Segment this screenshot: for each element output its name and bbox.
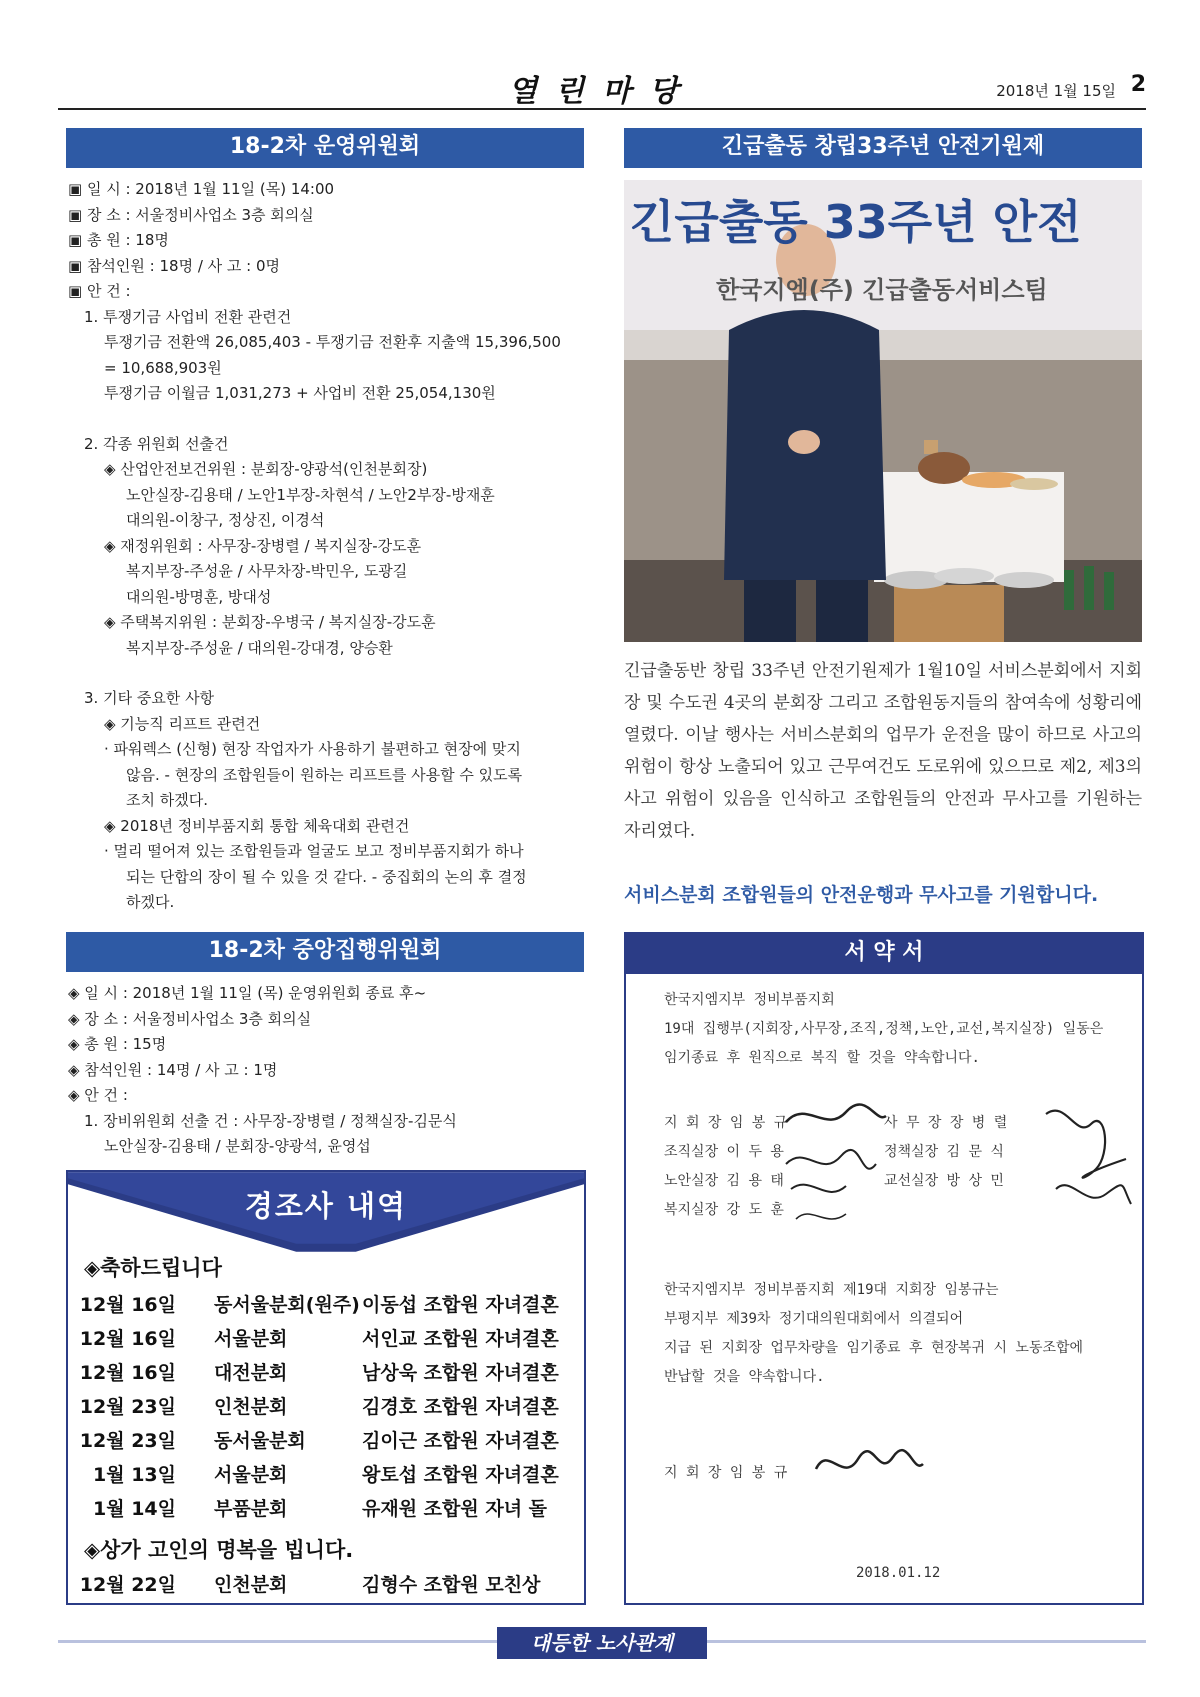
event-branch: 동서울분회 [214,1430,306,1452]
text-line: 3. 기타 중요한 사항 [84,689,215,707]
text-line: · 멀리 떨어져 있는 조합원들과 얼굴도 보고 정비부품지회가 하나 [104,842,524,860]
signatory: 정책실장 김 문 식 [884,1144,1004,1160]
events-title: 경조사 내역 [244,1189,408,1223]
text-line: 임기종료 후 원직으로 복직 할 것을 약속합니다. [664,1050,980,1066]
text-line: 1. 투쟁기금 사업비 전환 관련건 [84,307,292,326]
list-item [68,1290,584,1324]
text-line: ▣ 일 시 : 2018년 1월 11일 (목) 14:00 [68,180,335,198]
list-item [68,1426,584,1460]
committee2-body [68,981,588,1160]
text-line: ◈ 참석인원 : 14명 / 사 고 : 1명 [68,1060,278,1079]
text-line: ◈ 총 원 : 15명 [68,1035,167,1053]
signatory: 노안실장 김 용 태 [664,1173,784,1189]
committee1-title: 18-2차 운영위원회 [66,128,584,168]
list-item [68,1324,584,1358]
pledge-box [624,932,1144,1605]
text-line: 한국지엠지부 정비부품지회 [664,992,835,1008]
pledge-date: 2018.01.12 [856,1565,941,1581]
ceremony-body: 긴급출동반 창립 33주년 안전기원제가 1월10일 서비스분회에서 지회장 및 수도권 4곳의 분회장 그리고 조합원동지들의 참여속에 성황리에 열렸다. 이날 행사는 서비스분회의 업무가 운전을 많이 하므로 사고의 위험이 항상 노출되어 있고 근무여건도 도로위에 있으므로 제2, 제3의 사고 위험이 있음을 인식하고 조합원들의 안전과 무사고를 기원하는 자리였다. [624,661,1142,841]
events-box [66,1170,586,1605]
text-line: ◈ 2018년 정비부품지회 통합 체육대회 관련건 [104,816,410,835]
event-branch: 서울분회 [214,1328,288,1350]
event-branch: 인천분회 [214,1396,288,1418]
list-item [68,1358,584,1392]
text-line: 대의원-방명훈, 방대성 [126,587,272,606]
signatory: 교선실장 방 상 민 [884,1173,1004,1189]
blank-line [68,407,588,432]
text-line: ◈ 장 소 : 서울정비사업소 3층 회의실 [68,1009,312,1028]
page-number: 2 [1130,72,1146,97]
pledge-title: 서 약 서 [626,934,1142,974]
event-date: 12월 23일 [79,1396,176,1418]
event-date: 12월 16일 [79,1294,176,1316]
event-person: 서인교 조합원 자녀결혼 [362,1328,559,1350]
event-person: 남상욱 조합원 자녀결혼 [362,1362,559,1384]
text-line: 19대 집행부(지회장,사무장,조직,정책,노안,교선,복지실장) 일동은 [664,1021,1104,1037]
event-branch: 대전분회 [214,1362,288,1384]
text-line: 복지부장-주성윤 / 대의원-강대경, 양승환 [126,638,393,657]
committee2-title: 18-2차 중앙집행위원회 [66,932,584,972]
text-line: 노안실장-김용태 / 분회장-양광석, 윤영섭 [104,1137,371,1155]
event-person: 김경호 조합원 자녀결혼 [362,1396,559,1418]
event-person: 유재원 조합원 자녀 돌 [362,1498,548,1520]
blank-line [68,661,588,686]
ceremony-title: 긴급출동 창립33주년 안전기원제 [624,128,1142,168]
event-person: 이동섭 조합원 자녀결혼 [362,1294,559,1316]
text-line: ▣ 참석인원 : 18명 / 사 고 : 0명 [68,256,281,275]
list-item [68,1570,584,1604]
ceremony-highlight: 서비스분회 조합원들의 안전운행과 무사고를 기원합니다. [624,884,1099,906]
event-branch: 인천분회 [214,1574,288,1596]
event-branch: 부품분회 [214,1498,288,1520]
footer-slogan: 대등한 노사관계 [497,1627,707,1659]
pledge-paragraph1 [664,986,1103,1073]
committee1-body [68,177,588,916]
text-line: 노안실장-김용태 / 노안1부장-차현석 / 노안2부장-방재훈 [126,485,495,504]
masthead [58,66,1146,110]
final-signature [808,1439,928,1489]
list-item [68,1494,584,1528]
text-line: 조치 하겠다. [126,791,208,809]
signatory: 조직실장 이 두 용 [664,1144,784,1160]
text-line: 1. 장비위원회 선출 건 : 사무장-장병렬 / 정책실장-김문식 [84,1111,457,1130]
text-line: ◈ 안 건 : [68,1086,128,1104]
signature-scribbles [766,1094,1136,1244]
text-line: 하겠다. [126,893,175,911]
signatory: 지 회 장 임 봉 규 [664,1115,788,1131]
text-line: 복지부장-주성윤 / 사무차장-박민우, 도광길 [126,562,408,580]
event-date: 12월 23일 [79,1430,176,1452]
event-person: 김이근 조합원 자녀결혼 [362,1430,559,1452]
event-branch: 동서울분회(원주) [214,1294,360,1316]
text-line: 반납할 것을 약속합니다. [664,1369,825,1385]
text-line: 되는 단합의 장이 될 수 있을 것 같다. - 중집회의 논의 후 결정 [126,867,527,886]
photo-banner-line2: 한국지엠(주) 긴급출동서비스팀 [716,276,1048,304]
text-line: 대의원-이창구, 정상진, 이경석 [126,511,325,529]
event-date: 1월 14일 [93,1498,176,1520]
text-line: 않음. - 현장의 조합원들이 원하는 리프트를 사용할 수 있도록 [126,765,523,784]
event-branch: 서울분회 [214,1464,288,1486]
ceremony-photo [624,180,1142,642]
text-line: ▣ 안 건 : [68,282,131,300]
text-line: 부평지부 제39차 정기대의원대회에서 의결되어 [664,1311,964,1327]
final-signatory: 지 회 장 임 봉 규 [664,1465,788,1481]
condolence-heading: ◈상가 고인의 명복을 빕니다. [84,1538,354,1562]
pledge-paragraph2 [664,1276,1083,1392]
text-line: 지급 된 지회장 업무차량을 임기종료 후 현장복귀 시 노동조합에 [664,1340,1084,1356]
text-line: ▣ 총 원 : 18명 [68,231,169,249]
event-date: 12월 16일 [79,1362,176,1384]
event-date: 12월 22일 [79,1574,176,1596]
text-line: ◈ 주택복지위원 : 분회장-우병국 / 복지실장-강도훈 [104,613,436,631]
list-item [68,1392,584,1426]
text-line: ◈ 재정위원회 : 사무장-장병렬 / 복지실장-강도훈 [104,536,422,555]
text-line: ◈ 기능직 리프트 관련건 [104,714,261,733]
text-line: ◈ 일 시 : 2018년 1월 11일 (목) 운영위원회 종료 후~ [68,984,427,1002]
text-line: 2. 각종 위원회 선출건 [84,434,229,453]
congrats-heading: ◈축하드립니다 [84,1256,222,1280]
text-line: 한국지엠지부 정비부품지회 제19대 지회장 임봉규는 [664,1282,999,1298]
event-person: 왕토섭 조합원 자녀결혼 [362,1464,559,1486]
event-person: 김형수 조합원 모친상 [362,1574,541,1596]
text-line: · 파워렉스 (신형) 현장 작업자가 사용하기 불편하고 현장에 맞지 [104,740,521,758]
list-item [68,1460,584,1494]
signatory: 복지실장 강 도 훈 [664,1202,784,1218]
text-line: 투쟁기금 이월금 1,031,273 + 사업비 전환 25,054,130원 [104,384,496,402]
text-line: = 10,688,903원 [104,358,222,377]
issue-date: 2018년 1월 15일 [996,82,1116,100]
text-line: ▣ 장 소 : 서울정비사업소 3층 회의실 [68,205,314,224]
page-title: 열린마당 [508,74,696,109]
text-line: 투쟁기금 전환액 26,085,403 - 투쟁기금 전환후 지출액 15,396,500 [104,333,561,351]
signatory: 사 무 장 장 병 렬 [884,1115,1008,1131]
event-date: 1월 13일 [93,1464,176,1486]
event-date: 12월 16일 [79,1328,176,1350]
text-line: ◈ 산업안전보건위원 : 분회장-양광석(인천분회장) [104,460,428,478]
photo-banner-line1: 긴급출동 33주년 안전 [630,195,1082,249]
